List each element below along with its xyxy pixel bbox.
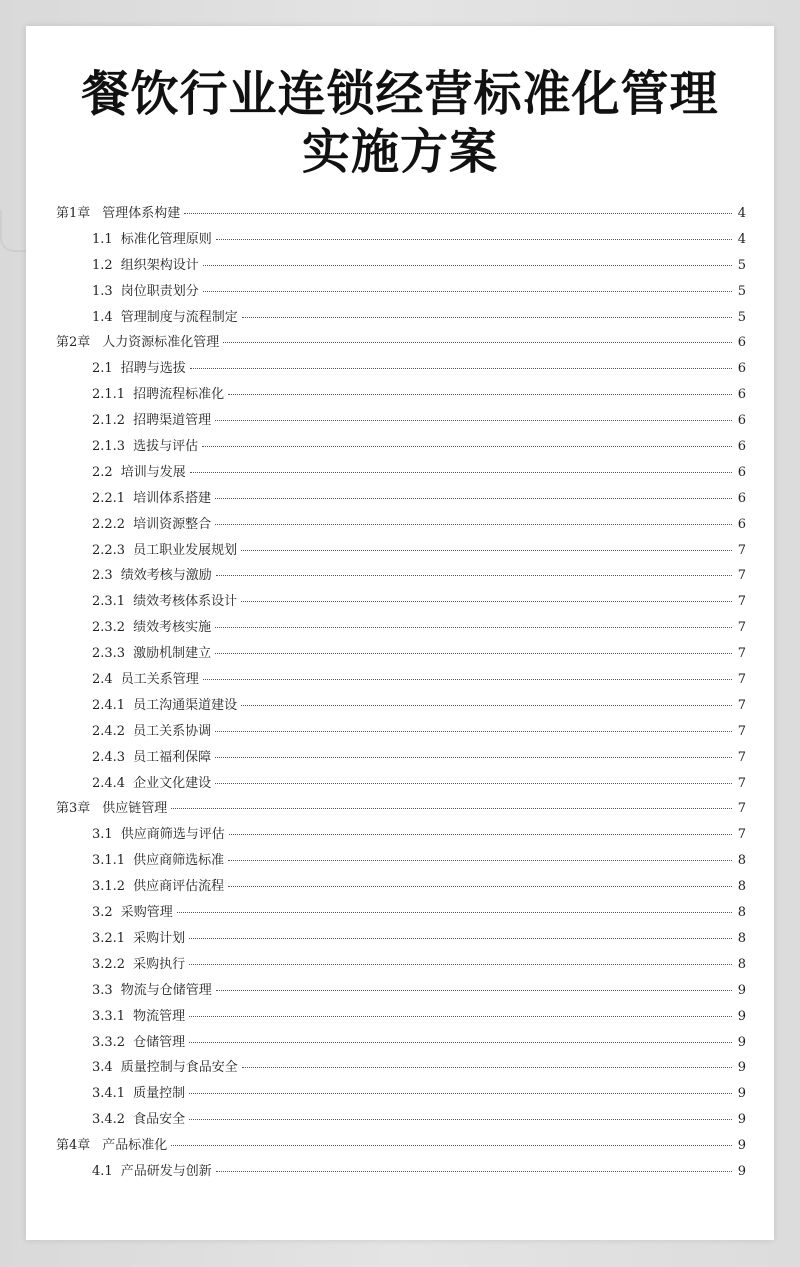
toc-section-entry[interactable] xyxy=(56,539,746,565)
toc-section-entry[interactable] xyxy=(56,642,746,668)
toc-section-entry[interactable] xyxy=(56,979,746,1005)
toc-entry-title: 选拔与评估 xyxy=(133,439,199,455)
toc-page-number: 7 xyxy=(737,697,746,713)
toc-chapter-entry[interactable] xyxy=(56,1134,746,1160)
toc-dot-leader xyxy=(177,912,732,913)
toc-entry-number: 1.2 xyxy=(92,257,113,273)
toc-dot-leader xyxy=(189,1042,732,1043)
toc-page-number: 6 xyxy=(737,516,746,532)
toc-section-entry[interactable] xyxy=(56,668,746,694)
toc-section-entry[interactable] xyxy=(56,435,746,461)
toc-section-entry[interactable] xyxy=(56,1056,746,1082)
toc-entry-number: 1.1 xyxy=(92,231,113,247)
toc-entry-number: 3.2 xyxy=(92,905,113,921)
toc-entry-number: 2.3.1 xyxy=(92,594,126,610)
toc-entry-number: 2.1.3 xyxy=(92,439,126,455)
toc-page-number: 5 xyxy=(737,309,746,325)
toc-dot-leader xyxy=(189,1016,732,1017)
toc-dot-leader xyxy=(189,1093,732,1094)
toc-entry-title: 人力资源标准化管理 xyxy=(102,335,220,351)
toc-entry-number: 2.4.1 xyxy=(92,697,126,713)
toc-entry-number: 3.1 xyxy=(92,827,113,843)
toc-entry-number: 2.4.4 xyxy=(92,775,126,791)
toc-entry-number: 2.2.2 xyxy=(92,516,126,532)
toc-dot-leader xyxy=(241,550,732,551)
toc-dot-leader xyxy=(228,886,732,887)
toc-section-entry[interactable] xyxy=(56,927,746,953)
toc-entry-title: 物流管理 xyxy=(133,1008,186,1024)
toc-entry-title: 供应商筛选标准 xyxy=(133,853,225,869)
toc-entry-title: 管理制度与流程制定 xyxy=(120,309,238,325)
toc-dot-leader xyxy=(189,964,732,965)
toc-page-number: 5 xyxy=(737,257,746,273)
toc-entry-number: 第1章 xyxy=(56,206,91,221)
toc-entry-number: 第3章 xyxy=(56,801,91,817)
toc-dot-leader xyxy=(242,1067,732,1068)
toc-dot-leader xyxy=(223,342,732,343)
toc-entry-title: 食品安全 xyxy=(133,1112,186,1128)
toc-page-number: 9 xyxy=(737,1086,746,1102)
toc-dot-leader xyxy=(203,265,732,266)
toc-entry-number: 2.2.3 xyxy=(92,542,126,558)
toc-dot-leader xyxy=(242,317,732,318)
toc-entry-number: 3.2.1 xyxy=(92,930,126,946)
toc-dot-leader xyxy=(215,420,732,421)
toc-page-number: 4 xyxy=(737,206,746,221)
toc-page-number: 6 xyxy=(737,387,746,403)
toc-chapter-entry[interactable] xyxy=(56,202,746,228)
document-title-line-1: 餐饮行业连锁经营标准化管理 xyxy=(81,66,719,122)
toc-entry-number: 2.1 xyxy=(92,361,113,377)
toc-entry-title: 招聘流程标准化 xyxy=(133,387,225,403)
toc-entry-number: 3.1.1 xyxy=(92,853,126,869)
toc-entry-number: 4.1 xyxy=(92,1163,113,1179)
toc-dot-leader xyxy=(215,731,732,732)
toc-entry-title: 采购管理 xyxy=(120,905,173,921)
toc-entry-title: 激励机制建立 xyxy=(133,646,212,662)
toc-section-entry[interactable] xyxy=(56,487,746,513)
toc-dot-leader xyxy=(215,783,732,784)
toc-entry-number: 第2章 xyxy=(56,335,91,351)
toc-section-entry[interactable] xyxy=(56,1082,746,1108)
toc-dot-leader xyxy=(190,368,732,369)
toc-dot-leader xyxy=(171,808,732,809)
toc-chapter-entry[interactable] xyxy=(56,797,746,823)
toc-page-number: 9 xyxy=(737,1112,746,1128)
toc-dot-leader xyxy=(171,1145,732,1146)
toc-entry-title: 员工福利保障 xyxy=(133,749,212,765)
toc-section-entry[interactable] xyxy=(56,616,746,642)
toc-section-entry[interactable] xyxy=(56,254,746,280)
toc-section-entry[interactable] xyxy=(56,590,746,616)
toc-dot-leader xyxy=(215,627,732,628)
toc-page-number: 7 xyxy=(737,775,746,791)
toc-section-entry[interactable] xyxy=(56,772,746,798)
toc-entry-number: 2.2.1 xyxy=(92,490,126,506)
toc-page-number: 7 xyxy=(737,620,746,636)
toc-section-entry[interactable] xyxy=(56,1031,746,1057)
toc-page-number: 8 xyxy=(737,930,746,946)
toc-entry-number: 3.3.1 xyxy=(92,1008,126,1024)
toc-section-entry[interactable] xyxy=(56,357,746,383)
toc-page-number: 7 xyxy=(737,827,746,843)
toc-page-number: 8 xyxy=(737,905,746,921)
toc-entry-title: 招聘与选拔 xyxy=(120,361,186,377)
toc-section-entry[interactable] xyxy=(56,823,746,849)
toc-page-number: 9 xyxy=(737,1138,746,1154)
toc-page-number: 7 xyxy=(737,542,746,558)
toc-entry-number: 3.3 xyxy=(92,982,113,998)
toc-page-number: 6 xyxy=(737,464,746,480)
toc-dot-leader xyxy=(189,938,732,939)
toc-dot-leader xyxy=(228,860,732,861)
toc-dot-leader xyxy=(215,524,732,525)
toc-entry-title: 标准化管理原则 xyxy=(120,231,212,247)
toc-entry-title: 组织架构设计 xyxy=(120,257,199,273)
toc-entry-number: 2.3.2 xyxy=(92,620,126,636)
toc-page-number: 6 xyxy=(737,335,746,351)
toc-entry-title: 采购执行 xyxy=(133,956,186,972)
toc-dot-leader xyxy=(241,601,732,602)
toc-entry-title: 员工职业发展规划 xyxy=(133,542,238,558)
toc-section-entry[interactable] xyxy=(56,746,746,772)
toc-page-number: 7 xyxy=(737,801,746,817)
toc-page-number: 9 xyxy=(737,1008,746,1024)
toc-page-number: 9 xyxy=(737,1034,746,1050)
toc-section-entry[interactable] xyxy=(56,1108,746,1134)
toc-entry-title: 物流与仓储管理 xyxy=(120,982,212,998)
toc-entry-number: 3.3.2 xyxy=(92,1034,126,1050)
toc-entry-number: 2.4.2 xyxy=(92,723,126,739)
toc-dot-leader xyxy=(216,239,732,240)
toc-dot-leader xyxy=(216,1171,732,1172)
toc-entry-title: 质量控制与食品安全 xyxy=(120,1060,238,1076)
toc-entry-title: 岗位职责划分 xyxy=(120,283,199,299)
toc-section-entry[interactable] xyxy=(56,409,746,435)
toc-entry-title: 供应商筛选与评估 xyxy=(120,827,225,843)
toc-entry-title: 产品研发与创新 xyxy=(120,1163,212,1179)
toc-dot-leader xyxy=(190,472,732,473)
toc-entry-title: 产品标准化 xyxy=(102,1138,168,1154)
document-title-line-2: 实施方案 xyxy=(301,124,498,180)
toc-page-number: 6 xyxy=(737,413,746,429)
toc-entry-title: 员工关系协调 xyxy=(133,723,212,739)
toc-dot-leader xyxy=(184,213,732,214)
toc-dot-leader xyxy=(215,498,732,499)
document-page xyxy=(26,26,774,1240)
toc-section-entry[interactable] xyxy=(56,901,746,927)
toc-page-number: 8 xyxy=(737,956,746,972)
toc-entry-number: 2.4 xyxy=(92,672,113,688)
toc-entry-number: 2.1.2 xyxy=(92,413,126,429)
toc-section-entry[interactable] xyxy=(56,513,746,539)
toc-dot-leader xyxy=(215,757,732,758)
toc-page-number: 9 xyxy=(737,1060,746,1076)
toc-dot-leader xyxy=(228,394,732,395)
toc-page-number: 7 xyxy=(737,646,746,662)
toc-page-number: 6 xyxy=(737,361,746,377)
toc-entry-title: 仓储管理 xyxy=(133,1034,186,1050)
toc-page-number: 7 xyxy=(737,749,746,765)
toc-section-entry[interactable] xyxy=(56,383,746,409)
table-of-contents xyxy=(56,202,746,1186)
toc-section-entry[interactable] xyxy=(56,720,746,746)
toc-dot-leader xyxy=(189,1119,732,1120)
toc-entry-title: 质量控制 xyxy=(133,1086,186,1102)
toc-entry-title: 管理体系构建 xyxy=(102,206,181,221)
toc-entry-title: 绩效考核体系设计 xyxy=(133,594,238,610)
toc-section-entry[interactable] xyxy=(56,564,746,590)
toc-page-number: 8 xyxy=(737,853,746,869)
toc-section-entry[interactable] xyxy=(56,694,746,720)
toc-entry-number: 第4章 xyxy=(56,1138,91,1154)
toc-page-number: 9 xyxy=(737,1163,746,1179)
toc-entry-number: 1.4 xyxy=(92,309,113,325)
toc-page-number: 6 xyxy=(737,490,746,506)
toc-section-entry[interactable] xyxy=(56,875,746,901)
toc-dot-leader xyxy=(229,834,732,835)
toc-entry-title: 招聘渠道管理 xyxy=(133,413,212,429)
toc-entry-number: 2.3.3 xyxy=(92,646,126,662)
toc-entry-title: 培训资源整合 xyxy=(133,516,212,532)
toc-entry-number: 2.2 xyxy=(92,464,113,480)
toc-dot-leader xyxy=(203,679,732,680)
toc-entry-title: 供应链管理 xyxy=(102,801,168,817)
toc-dot-leader xyxy=(216,575,732,576)
toc-entry-number: 1.3 xyxy=(92,283,113,299)
toc-section-entry[interactable] xyxy=(56,306,746,332)
toc-page-number: 7 xyxy=(737,723,746,739)
toc-entry-title: 员工沟通渠道建设 xyxy=(133,697,238,713)
toc-chapter-entry[interactable] xyxy=(56,331,746,357)
toc-section-entry[interactable] xyxy=(56,280,746,306)
toc-entry-number: 2.1.1 xyxy=(92,387,126,403)
toc-page-number: 5 xyxy=(737,283,746,299)
toc-page-number: 6 xyxy=(737,439,746,455)
toc-entry-number: 2.4.3 xyxy=(92,749,126,765)
toc-section-entry[interactable] xyxy=(56,461,746,487)
toc-entry-number: 3.4 xyxy=(92,1060,113,1076)
toc-page-number: 4 xyxy=(737,231,746,247)
toc-page-number: 7 xyxy=(737,568,746,584)
toc-dot-leader xyxy=(215,653,732,654)
toc-entry-title: 绩效考核与激励 xyxy=(120,568,212,584)
toc-section-entry[interactable] xyxy=(56,953,746,979)
toc-page-number: 7 xyxy=(737,672,746,688)
toc-section-entry[interactable] xyxy=(56,228,746,254)
toc-section-entry[interactable] xyxy=(56,849,746,875)
toc-dot-leader xyxy=(241,705,732,706)
toc-entry-title: 绩效考核实施 xyxy=(133,620,212,636)
toc-entry-title: 供应商评估流程 xyxy=(133,879,225,895)
toc-page-number: 7 xyxy=(737,594,746,610)
toc-entry-number: 3.4.1 xyxy=(92,1086,126,1102)
toc-entry-title: 员工关系管理 xyxy=(120,672,199,688)
toc-entry-number: 2.3 xyxy=(92,568,113,584)
toc-dot-leader xyxy=(216,990,732,991)
toc-entry-number: 3.2.2 xyxy=(92,956,126,972)
toc-entry-title: 培训体系搭建 xyxy=(133,490,212,506)
toc-entry-title: 培训与发展 xyxy=(120,464,186,480)
toc-page-number: 9 xyxy=(737,982,746,998)
toc-entry-title: 企业文化建设 xyxy=(133,775,212,791)
toc-page-number: 8 xyxy=(737,879,746,895)
toc-entry-title: 采购计划 xyxy=(133,930,186,946)
toc-entry-number: 3.1.2 xyxy=(92,879,126,895)
toc-entry-number: 3.4.2 xyxy=(92,1112,126,1128)
toc-dot-leader xyxy=(203,291,732,292)
toc-section-entry[interactable] xyxy=(56,1005,746,1031)
toc-section-entry[interactable] xyxy=(56,1160,746,1186)
toc-dot-leader xyxy=(202,446,732,447)
